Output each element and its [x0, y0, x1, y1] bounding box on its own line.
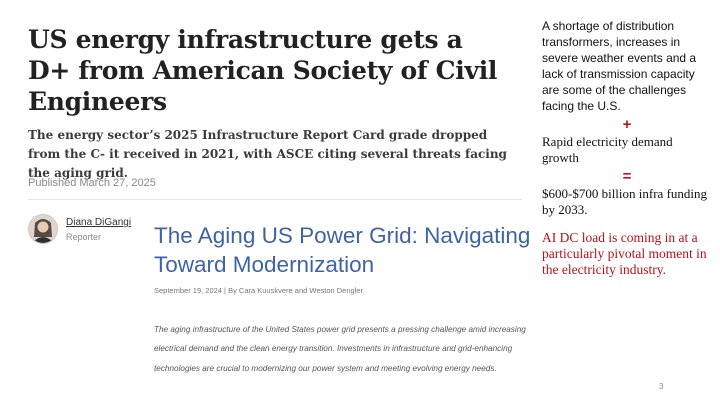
article-subhead: The energy sector’s 2025 Infrastructure Report Card grade dropped from the C- it received in 2021, with ASCE citing several threats facing the aging grid. — [28, 128, 507, 180]
author-avatar — [28, 214, 58, 244]
published-date: Published March 27, 2025 — [28, 177, 156, 189]
author-role: Reporter — [66, 232, 102, 242]
note-ai-load: AI DC load is coming in at a particularly pivotal moment in the electricity industry. — [542, 230, 707, 277]
equals-sign: = — [622, 168, 632, 185]
avatar-person-icon — [29, 215, 57, 243]
divider — [28, 199, 522, 200]
article2-title: The Aging US Power Grid: Navigating Toward Modernization — [154, 223, 531, 277]
article2-body: The aging infrastructure of the United States power grid presents a pressing challenge amid increasing electrical demand and the clean energy transition. Investments in infrastructure and grid-enhancing technologies are crucial to modernizing our power system and meeting evolving energy needs. — [154, 325, 526, 373]
notes-column — [542, 18, 712, 278]
plus-sign: + — [622, 116, 632, 133]
author-name-link[interactable]: Diana DiGangi — [66, 217, 132, 228]
page-number: 3 — [659, 382, 664, 391]
article2-dateline: September 19, 2024 | By Cara Kuuskvere and Weston Dengler — [154, 286, 364, 295]
article-headline: US energy infrastructure gets a D+ from American Society of Civil Engineers — [28, 25, 498, 116]
note-demand-growth: Rapid electricity demand growth — [542, 134, 673, 165]
note-funding: $600-$700 billion infra funding by 2033. — [542, 186, 708, 217]
note-challenges: A shortage of distribution transformers, increases in severe weather events and a lack of transmission capacity are some of the challenges facing the U.S. — [542, 19, 697, 113]
